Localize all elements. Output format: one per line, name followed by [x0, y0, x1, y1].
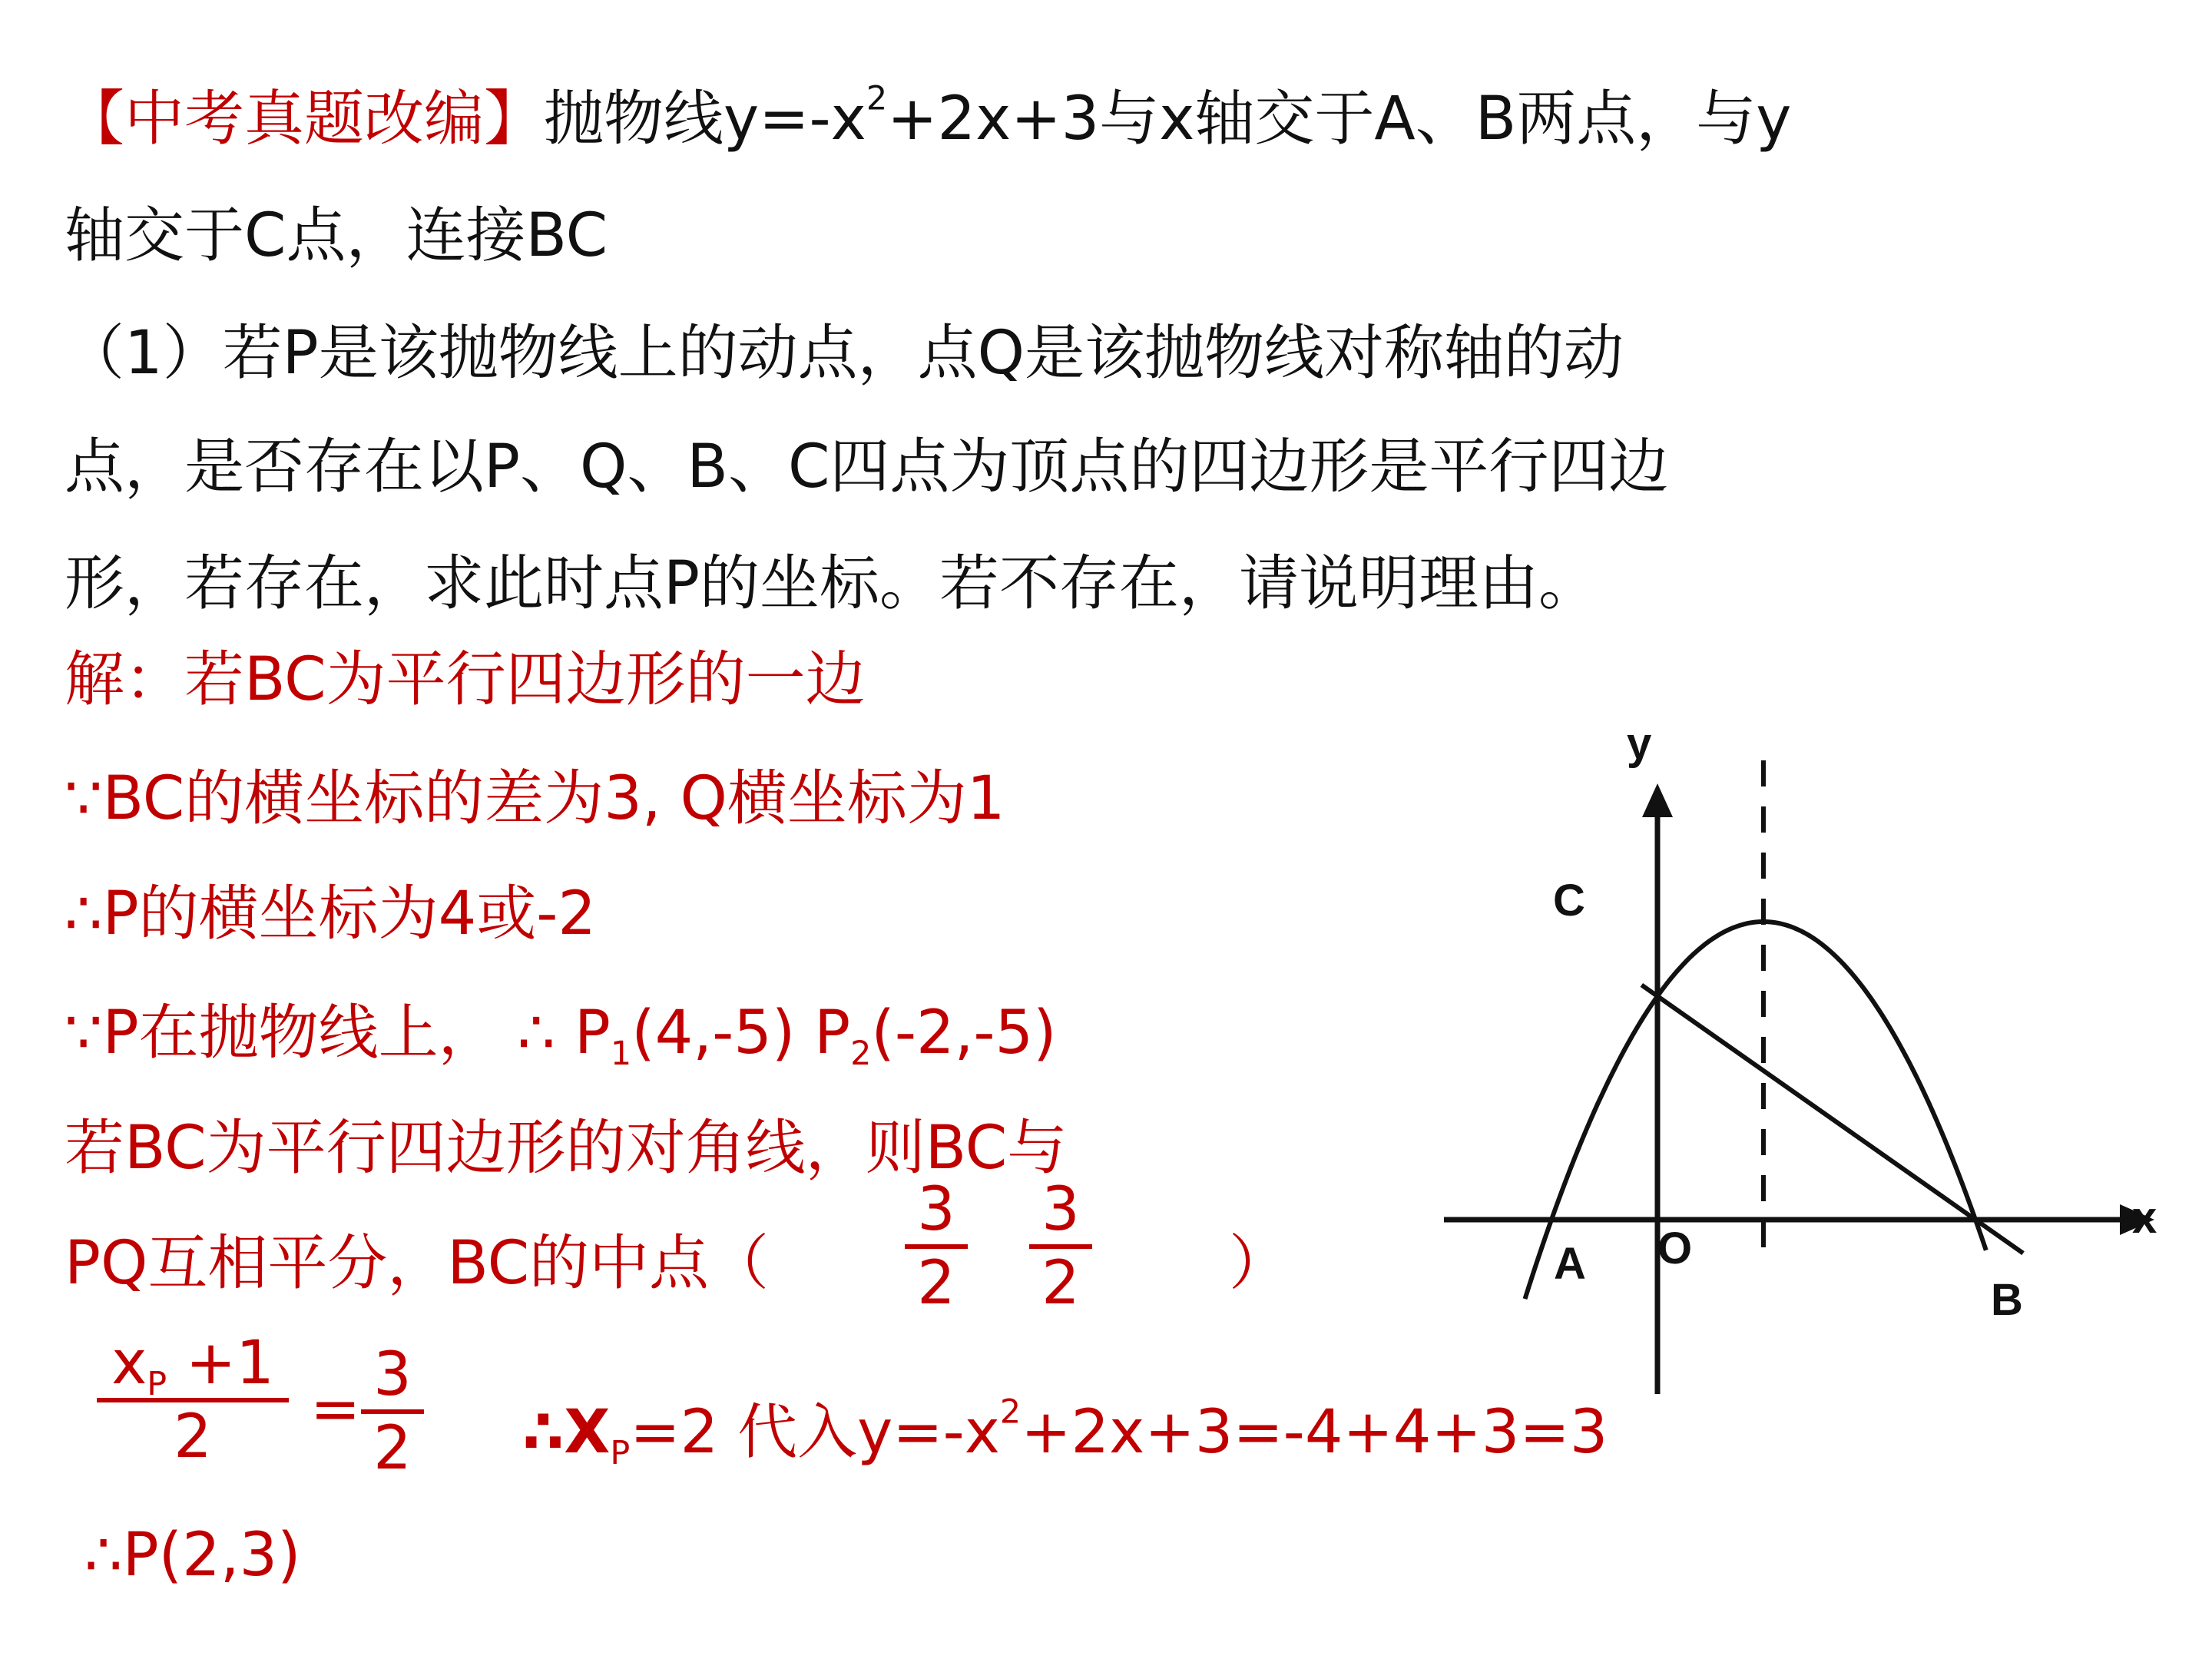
solution-line-5: 若BC为平行四边形的对角线，则BC与: [65, 1114, 1068, 1183]
solution-line-4-a: ∵P在抛物线上， ∴ P: [65, 998, 611, 1068]
problem-tag: 【中考真题改编】: [65, 84, 545, 154]
solution-line-4-c: (-2,-5): [871, 998, 1057, 1068]
equation-lhs-sub: P: [147, 1365, 167, 1403]
equation-lhs-den: 2: [174, 1402, 212, 1472]
problem-line-1-b: +2x+3与x轴交于A、B两点，与y: [887, 84, 1792, 154]
solution-line-7-sup: 2: [999, 1392, 1022, 1432]
solution-line-2: ∵BC的横坐标的差为3, Q横坐标为1: [65, 764, 1005, 833]
equation-rhs-den: 2: [373, 1414, 412, 1483]
point-a-label: A: [1554, 1239, 1586, 1289]
solution-line-8: ∴P(2,3): [84, 1521, 301, 1590]
y-axis-label: y: [1627, 719, 1652, 769]
problem-line-1-a: 抛物线y=-x: [544, 84, 866, 154]
midpoint-fraction-2-den: 2: [1041, 1249, 1080, 1318]
solution-line-7-d: +2x+3=-4+4+3=3: [1021, 1398, 1608, 1467]
equation-lhs-x: x: [111, 1329, 147, 1398]
midpoint-fraction-1-den: 2: [917, 1249, 955, 1318]
problem-line-5: 形，若存在，求此时点P的坐标。若不存在，请说明理由。: [65, 549, 1599, 618]
solution-line-4-sub1: 1: [610, 1035, 632, 1073]
solution-line-4-sub2: 2: [850, 1035, 872, 1073]
solution-line-6-a: PQ互相平分，BC的中点（: [65, 1229, 770, 1298]
point-b-label: B: [1991, 1275, 2023, 1325]
problem-line-2: 轴交于C点，连接BC: [65, 201, 608, 270]
equation-rhs-num: 3: [373, 1340, 412, 1409]
solution-line-4-b: (4,-5) P: [631, 998, 851, 1068]
line-bc: [1641, 985, 2023, 1253]
origin-label: O: [1657, 1224, 1693, 1273]
point-c-label: C: [1553, 876, 1585, 926]
equation-lhs-rest: +1: [167, 1329, 274, 1398]
midpoint-fraction-1-num: 3: [917, 1175, 955, 1244]
solution-line-7-sub: P: [610, 1434, 631, 1472]
problem-line-4: 点，是否存在以P、Q、B、C四点为顶点的四边形是平行四边: [65, 432, 1669, 502]
y-axis-arrow-icon: [1642, 783, 1673, 817]
problem-line-1-sup: 2: [866, 79, 888, 118]
solution-line-7-c: 代入y=-x: [737, 1398, 1000, 1467]
equation-equals-sign: =: [310, 1375, 361, 1444]
solution-line-7-b: =2: [630, 1398, 719, 1467]
problem-line-3: （1）若P是该抛物线上的动点，点Q是该抛物线对称轴的动: [65, 319, 1624, 388]
midpoint-fraction-2-num: 3: [1041, 1175, 1080, 1244]
solution-line-7-a: ∴X: [522, 1398, 611, 1467]
solution-line-6-b: ）: [1229, 1229, 1290, 1298]
solution-line-3: ∴P的横坐标为4或-2: [65, 879, 597, 949]
solution-line-1: 解：若BC为平行四边形的一边: [65, 645, 866, 714]
parabola-curve: [1525, 922, 1986, 1299]
x-axis-label: x: [2132, 1193, 2157, 1243]
